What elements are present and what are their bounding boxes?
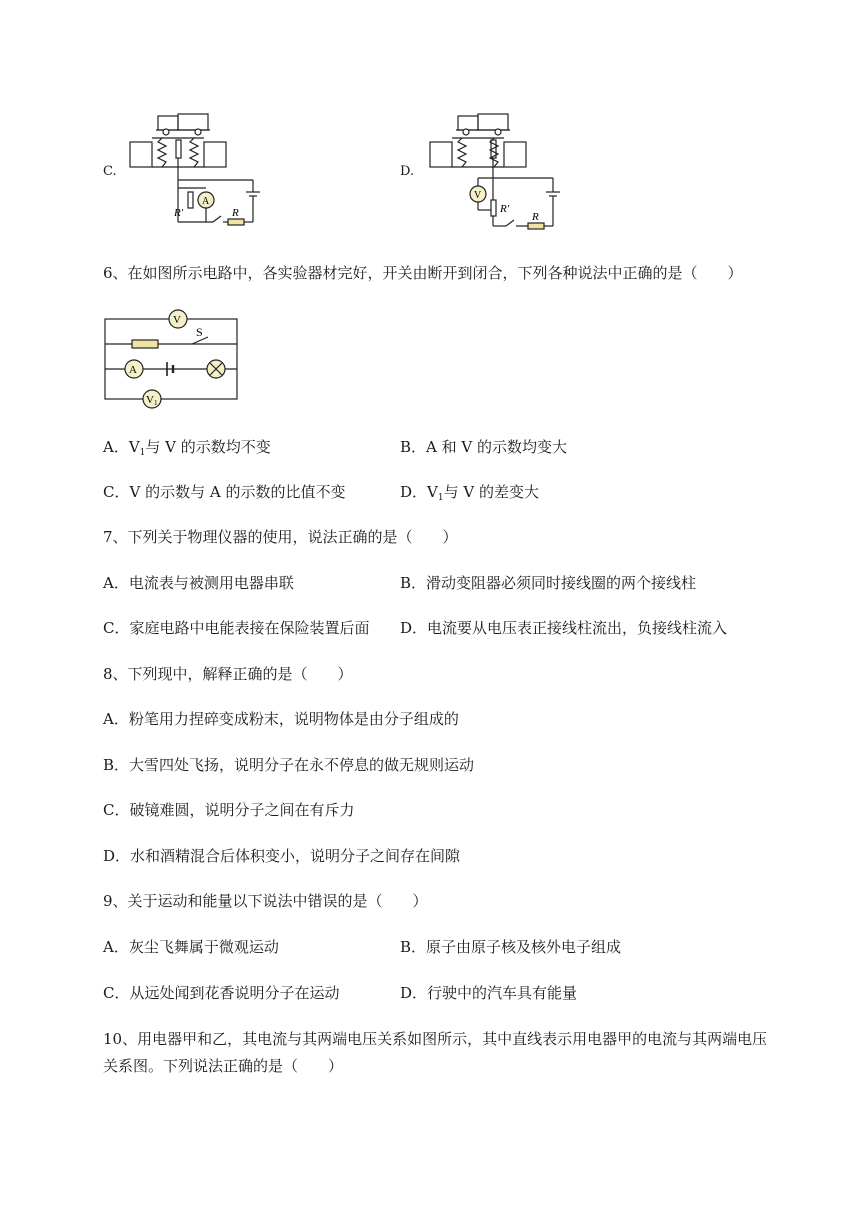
q9-option-d: D．行驶中的汽车具有能量 bbox=[400, 984, 578, 1002]
q5d-voltmeter-label: V bbox=[474, 190, 482, 201]
q8-option-d: D．水和酒精混合后体积变小，说明分子之间存在间隙 bbox=[103, 847, 461, 865]
q5c-ammeter-label: A bbox=[202, 196, 210, 207]
q8-option-b: B．大雪四处飞扬，说明分子在永不停息的做无规则运动 bbox=[103, 756, 475, 774]
q6-option-c: C．V 的示数与 A 的示数的比值不变 bbox=[103, 483, 346, 501]
q9-option-b: B．原子由原子核及核外电子组成 bbox=[400, 938, 622, 956]
q6-circuit-figure bbox=[100, 304, 245, 414]
q5d-r-label: R bbox=[532, 211, 539, 223]
q6-voltmeter1-label: V1 bbox=[146, 394, 158, 407]
q7-option-d: D．电流要从电压表正接线柱流出，负接线柱流入 bbox=[400, 619, 728, 637]
q9-stem: 9、关于运动和能量以下说法中错误的是（ ） bbox=[103, 892, 428, 910]
q7-stem: 7、下列关于物理仪器的使用，说法正确的是（ ） bbox=[103, 528, 458, 546]
q8-option-a: A．粉笔用力捏碎变成粉末，说明物体是由分子组成的 bbox=[103, 710, 459, 728]
q5c-r-label: R bbox=[232, 207, 239, 219]
q5-figure-d bbox=[428, 110, 568, 235]
q6-option-a: A．$V_1$与 V 的示数均不变 bbox=[103, 438, 271, 458]
q5d-rprime-label: R' bbox=[500, 203, 510, 215]
q7-option-c: C．家庭电路中电能表接在保险装置后面 bbox=[103, 619, 370, 637]
q7-option-b: B．滑动变阻器必须同时接线圈的两个接线柱 bbox=[400, 574, 697, 592]
q5c-rprime-label: R' bbox=[174, 207, 184, 219]
q10-stem-line2: 关系图。下列说法正确的是（ ） bbox=[103, 1057, 344, 1075]
q5-option-d-label: D. bbox=[400, 164, 415, 179]
q8-option-c: C．破镜难圆，说明分子之间在有斥力 bbox=[103, 801, 355, 819]
q7-option-a: A．电流表与被测用电器串联 bbox=[103, 574, 294, 592]
q6-option-b: B．A 和 V 的示数均变大 bbox=[400, 438, 567, 456]
q6-voltmeter-label: V bbox=[173, 314, 181, 326]
q6-stem: 6、在如图所示电路中，各实验器材完好，开关由断开到闭合，下列各种说法中正确的是（ ） bbox=[103, 264, 743, 282]
q9-option-a: A．灰尘飞舞属于微观运动 bbox=[103, 938, 279, 956]
q6-ammeter-label: A bbox=[129, 364, 137, 376]
q9-option-c: C．从远处闻到花香说明分子在运动 bbox=[103, 984, 340, 1002]
q8-stem: 8、下列现中，解释正确的是（ ） bbox=[103, 665, 353, 683]
q10-stem-line1: 10、用电器甲和乙，其电流与其两端电压关系如图所示，其中直线表示用电器甲的电流与其两端电压 bbox=[103, 1030, 768, 1048]
q5-figure-c bbox=[128, 110, 268, 235]
q5-option-c-label: C. bbox=[103, 164, 117, 179]
q6-option-d: D．$V_1$与 V 的差变大 bbox=[400, 483, 539, 503]
q6-switch-label: S bbox=[196, 325, 203, 339]
